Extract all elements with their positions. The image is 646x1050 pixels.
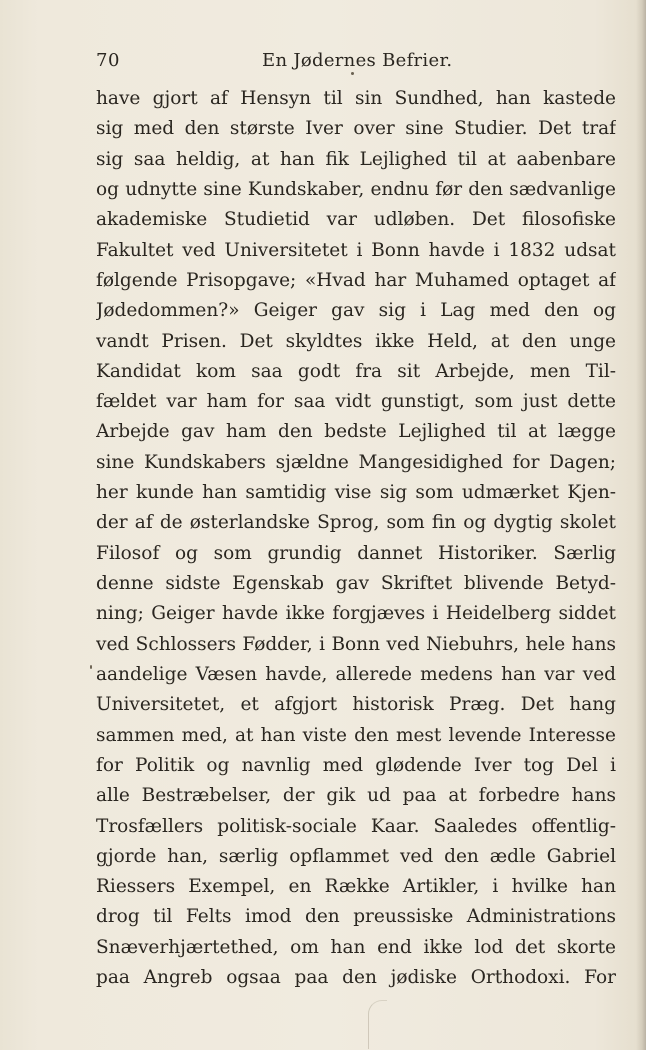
page-header [0, 50, 646, 80]
text-line: denne sidste Egenskab gav Skriftet blivende Betyd- [96, 573, 616, 594]
text-line: drog til Felts imod den preussiske Administrations [96, 906, 616, 928]
page-edge-shadow [636, 0, 646, 1050]
page-fold-mark [368, 1000, 387, 1049]
text-line: for Politik og navnlig med glødende Iver tog Del i [96, 754, 616, 776]
text-line: Filosof og som grundig dannet Historiker. Særlig [96, 542, 616, 564]
text-line: alle Bestræbelser, der gik ud paa at forbedre hans [96, 785, 616, 807]
text-line: følgende Prisopgave; «Hvad har Muhamed optaget af [96, 269, 616, 291]
body-text [96, 84, 616, 993]
print-speck [351, 72, 354, 75]
text-line: sig saa heldig, at han fik Lejlighed til at aabenbare [96, 148, 616, 170]
text-line: Riessers Exempel, en Række Artikler, i hvilke han [96, 876, 616, 898]
text-line: have gjort af Hensyn til sin Sundhed, han kastede [96, 88, 616, 109]
text-line: her kunde han samtidig vise sig som udmærket Kjen- [96, 482, 616, 504]
text-line: der af de østerlandske Sprog, som fin og dygtig skolet [96, 512, 616, 534]
text-line: fældet var ham for saa vidt gunstigt, som just dette [96, 391, 616, 413]
text-line: paa Angreb ogsaa paa den jødiske Orthodoxi. For [96, 967, 616, 989]
text-line: sammen med, at han viste den mest levende Interesse [96, 724, 616, 746]
text-line: Universitetet, et afgjort historisk Præg. Det hang [96, 694, 616, 716]
text-line: vandt Prisen. Det skyldtes ikke Held, at den unge [96, 330, 616, 352]
text-line: akademiske Studietid var udløben. Det filosofiske [96, 209, 616, 231]
text-line: Trosfællers politisk-sociale Kaar. Saaledes offentlig- [96, 815, 616, 837]
text-line: sig med den største Iver over sine Studier. Det traf [96, 118, 616, 140]
print-speck [90, 665, 92, 669]
running-title: En Jødernes Befrier. [262, 50, 453, 71]
text-line: Kandidat kom saa godt fra sit Arbejde, men Til- [96, 360, 616, 382]
text-line: ning; Geiger havde ikke forgjæves i Heidelberg siddet [96, 603, 616, 625]
text-line: sine Kundskabers sjældne Mangesidighed for Dagen; [96, 451, 616, 473]
text-line: Arbejde gav ham den bedste Lejlighed til at lægge [96, 421, 616, 443]
text-line: og udnytte sine Kundskaber, endnu før den sædvanlige [96, 178, 616, 200]
text-line: Fakultet ved Universitetet i Bonn havde i 1832 udsat [96, 239, 616, 261]
text-line: aandelige Væsen havde, allerede medens han var ved [96, 663, 616, 685]
text-line: gjorde han, særlig opflammet ved den ædle Gabriel [96, 845, 616, 867]
text-line: Snæverhjærtethed, om han end ikke lod det skorte [96, 936, 616, 958]
text-line: Jødedommen?» Geiger gav sig i Lag med den og [96, 300, 616, 322]
page-number: 70 [96, 50, 120, 71]
text-line: ved Schlossers Fødder, i Bonn ved Niebuhrs, hele hans [96, 633, 616, 655]
